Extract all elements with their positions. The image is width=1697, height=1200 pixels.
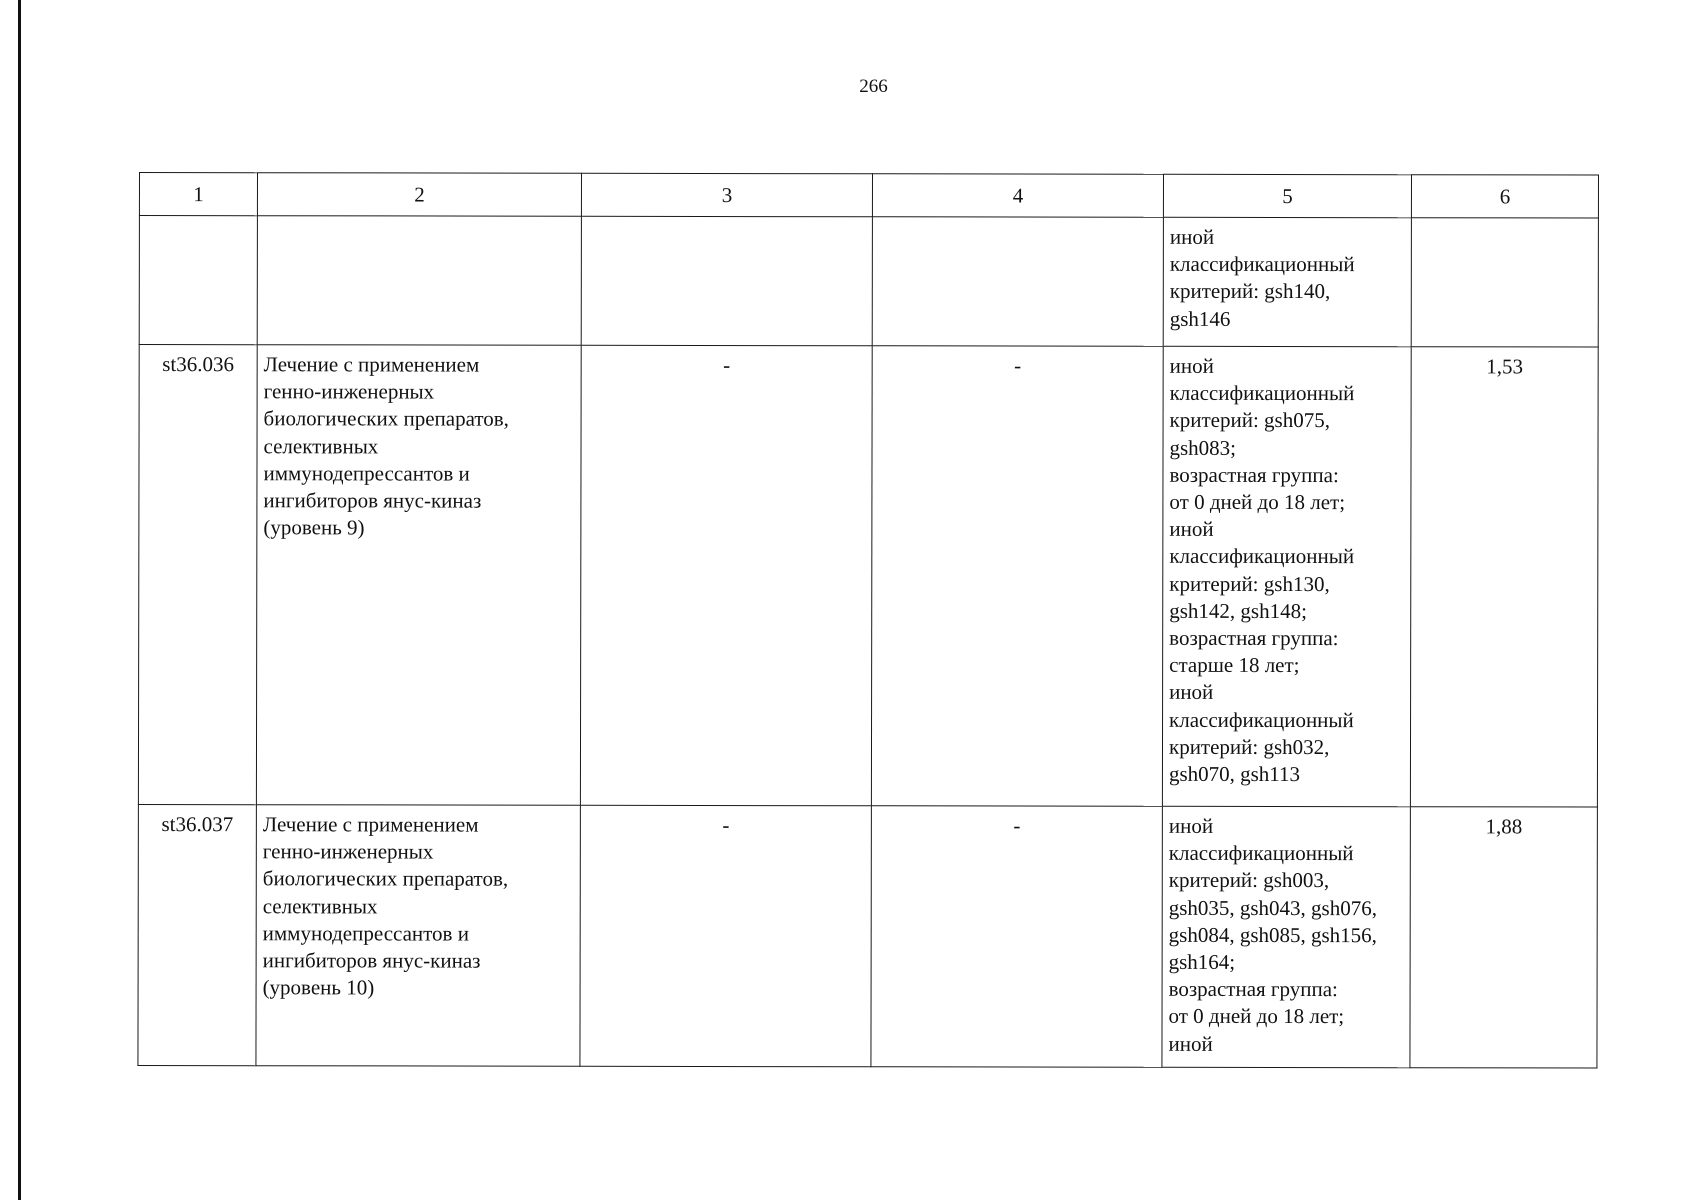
criteria-cell: иной классификационный критерий: gsh140, gsh146	[1163, 217, 1411, 346]
code-cell	[139, 216, 257, 345]
table-row	[138, 804, 1597, 1068]
column-header: 5	[1163, 174, 1411, 217]
column-header: 1	[139, 173, 257, 216]
coefficient-cell: 1,53	[1410, 347, 1598, 807]
column-header: 3	[581, 173, 872, 217]
column-header: 6	[1411, 175, 1598, 218]
col4-cell	[872, 217, 1163, 347]
coefficient-cell	[1411, 218, 1598, 347]
col4-cell: -	[871, 806, 1162, 1068]
column-header: 2	[257, 173, 581, 217]
column-header: 4	[872, 174, 1163, 218]
col4-cell: -	[871, 346, 1163, 807]
left-margin-rule	[18, 0, 21, 1200]
code-cell: st36.037	[138, 804, 256, 1065]
col3-cell: -	[580, 345, 872, 806]
col3-cell: -	[580, 805, 871, 1067]
col3-cell	[581, 216, 872, 346]
criteria-cell: иной классификационный критерий: gsh075, gsh083; возрастная группа: от 0 дней до 18 лет; иной классификационный критерий: gsh130, gsh142, gsh148; возрастная группа: старше 18 лет; иной классификационный критерий: gsh032, gsh070, gsh113	[1162, 346, 1411, 806]
tariff-table	[137, 172, 1599, 1069]
criteria-cell: иной классификационный критерий: gsh003, gsh035, gsh043, gsh076, gsh084, gsh085, gsh156, gsh164; возрастная группа: от 0 дней до 18 лет; иной	[1162, 806, 1410, 1067]
name-cell	[257, 216, 581, 346]
table-header-row	[139, 173, 1598, 219]
name-cell: Лечение с применением генно-инженерных биологических препаратов, селективных иммунодепрессантов и ингибиторов янус-киназ (уровень 10)	[256, 805, 580, 1067]
table-row	[138, 345, 1598, 808]
coefficient-cell: 1,88	[1410, 807, 1597, 1068]
code-cell: st36.036	[138, 345, 257, 805]
page-number: 266	[859, 76, 888, 97]
table-row	[139, 216, 1598, 348]
name-cell: Лечение с применением генно-инженерных биологических препаратов, селективных иммунодепрессантов и ингибиторов янус-киназ (уровень 9)	[256, 345, 581, 806]
